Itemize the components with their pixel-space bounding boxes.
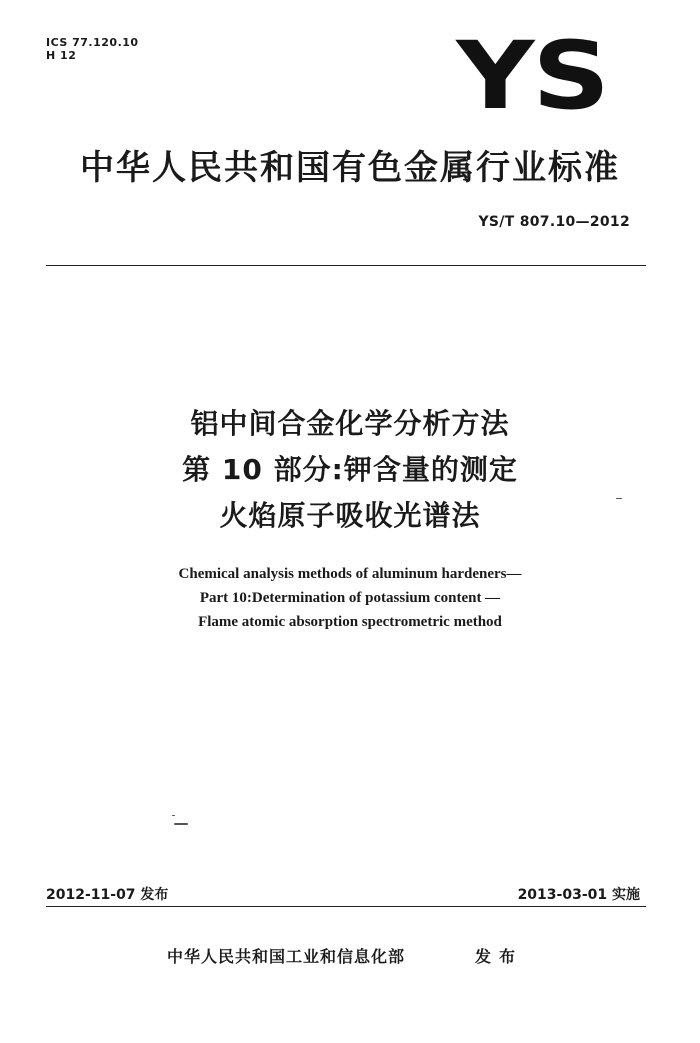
title-cn-line-1: 铝中间合金化学分析方法 <box>190 407 510 440</box>
title-en-line-1: Chemical analysis methods of aluminum hardeners— <box>178 566 522 582</box>
standard-category-title: 中华人民共和国有色金属行业标准 <box>80 148 620 188</box>
standard-number: YS/T 807.10—2012 <box>478 214 630 230</box>
scan-speck <box>172 815 175 816</box>
title-en-line-2: Part 10:Determination of potassium content — <box>199 590 501 606</box>
title-cn-line-2: 第 10 部分:钾含量的测定 <box>182 453 518 486</box>
scan-speck <box>174 823 188 825</box>
title-en-line-3: Flame atomic absorption spectrometric method <box>198 614 502 630</box>
ys-logo: YS <box>456 22 608 131</box>
top-divider <box>46 265 646 266</box>
scan-speck <box>616 498 622 499</box>
ccs-code: H 12 <box>46 49 77 62</box>
implementation-date: 2013-03-01 实施 <box>517 887 640 903</box>
issue-action: 发布 <box>475 947 524 966</box>
title-cn-line-3: 火焰原子吸收光谱法 <box>219 499 481 532</box>
ics-code: ICS 77.120.10 <box>46 36 139 49</box>
issue-date: 2012-11-07 发布 <box>46 887 169 903</box>
issuing-authority: 中华人民共和国工业和信息化部 <box>167 947 406 966</box>
classification-codes <box>46 36 139 62</box>
bottom-divider <box>46 906 646 907</box>
